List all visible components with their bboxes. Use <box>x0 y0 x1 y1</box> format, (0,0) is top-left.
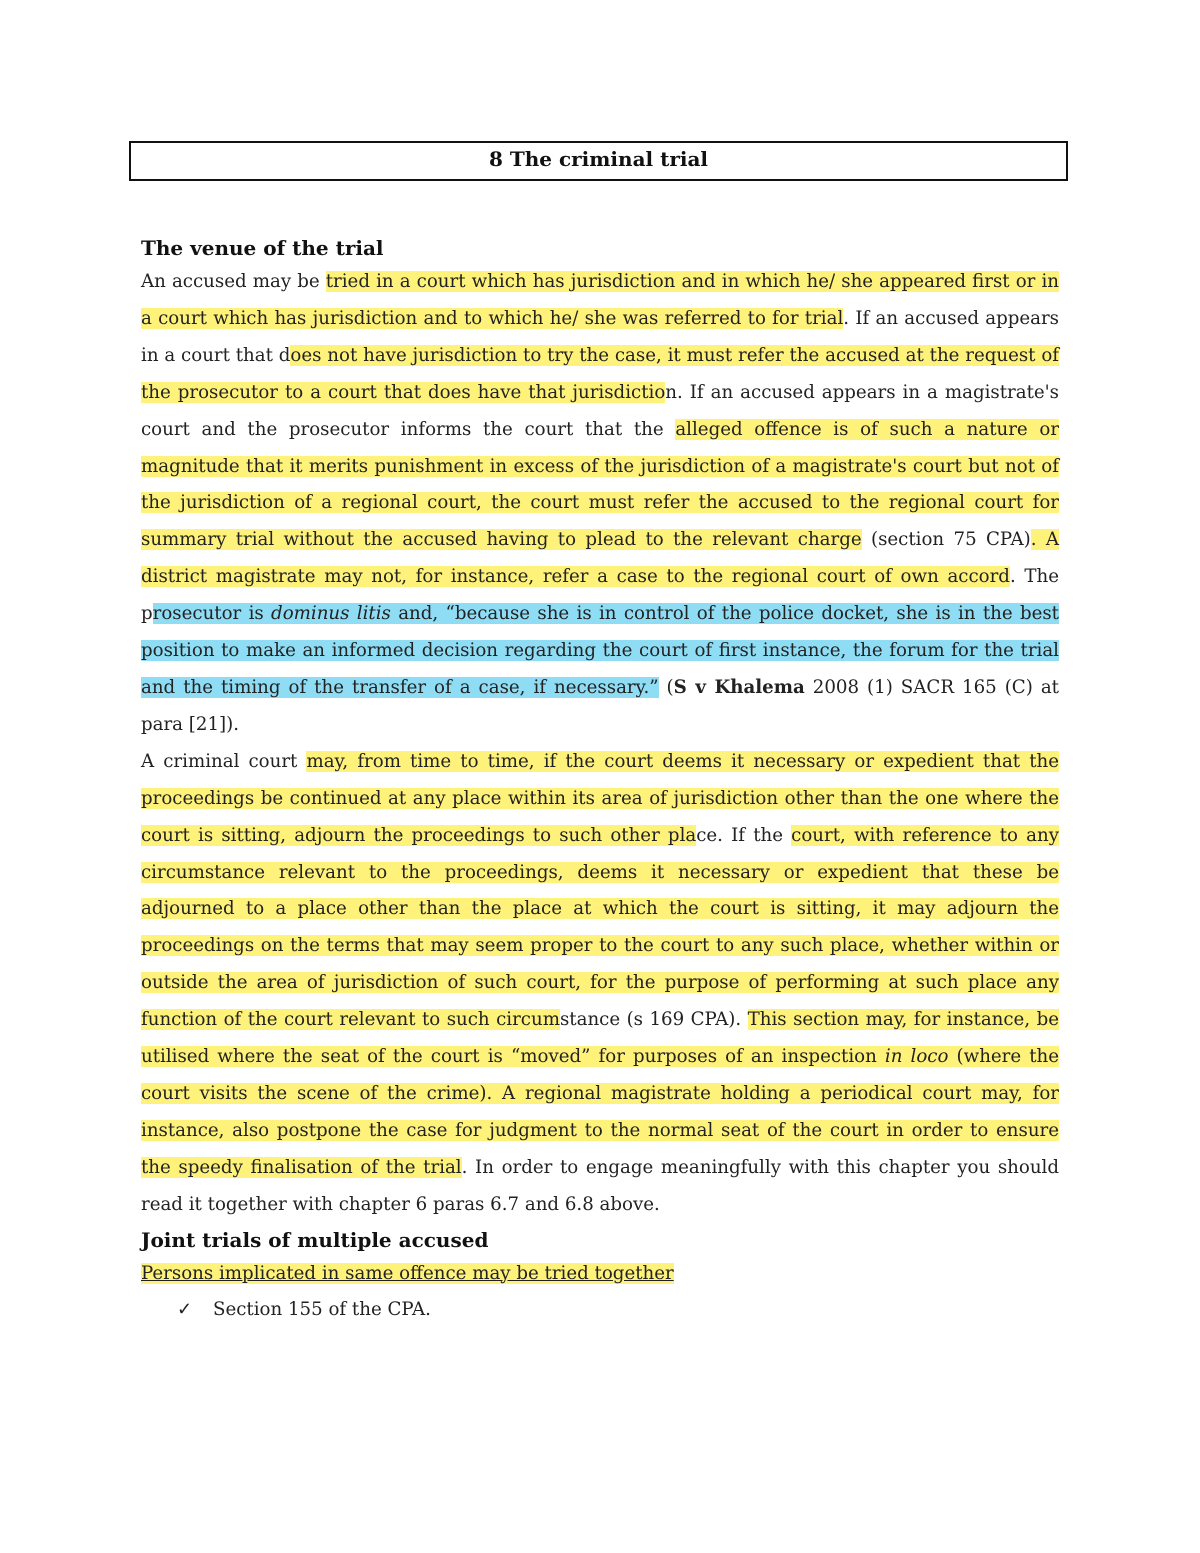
document-body <box>141 232 1059 1328</box>
text-run: oes not have jurisdiction to try the case, it must refer the accused at the request of the prosecutor to a court that does have that jurisdictio <box>141 344 1059 403</box>
text-run: An accused may be <box>141 271 326 292</box>
text-run: ce. If the <box>696 824 792 846</box>
text-run: may, from time to time, if the court deems it necessary or expedient that the proceedings be continued at any place within its area of jurisdiction other than the one where the court is sitting, adjourn the proceedings to such other pla <box>141 750 1059 846</box>
text-run: court, with reference to any circumstance relevant to the proceedings, deems it necessary or expedient that these be adjourned to a place other than the place at which the court is sitting, it may adjourn the proceedings on the terms that may seem proper to the court to any such place, whether within or outside the area of jurisdiction of such court, for the purpose of performing at such place any function of the court relevant to such circum <box>141 824 1059 1031</box>
text-run: (where the court visits the scene of the crime). A regional magistrate holding a periodical court may, for instance, also postpone the case for judgment to the normal seat of the court in order to ensure the speedy finalisation of the trial <box>141 1046 1060 1178</box>
text-run: S v Khalema <box>673 676 805 698</box>
text-run: . In order to engage meaningfully with this chapter you should read it together with chapter 6 paras 6.7 and 6.8 above. <box>141 1156 1059 1215</box>
list-item <box>141 1292 1059 1328</box>
chapter-title: 8 The criminal trial <box>129 141 1068 181</box>
subheading-persons-implicated: Persons implicated in same offence may be tried together <box>141 1262 674 1284</box>
text-run: n. If an accused appears in a magistrate's court and the prosecutor informs the court that the <box>141 381 1059 440</box>
bullet-list <box>141 1292 1059 1328</box>
text-run: in loco <box>884 1046 949 1068</box>
checkmark-icon: ✓ <box>177 1298 193 1320</box>
paragraph-venue-1 <box>141 264 1059 744</box>
paragraph-venue-2 <box>141 744 1059 1224</box>
text-run: alleged offence is of such a nature or magnitude that it merits punishment in excess of the jurisdiction of a magistrate's court but not of the jurisdiction of a regional court, the court must refer the accused to the regional court for summary trial without the accused having to plead to the relevant charge <box>141 418 1060 551</box>
text-run: ( <box>658 676 674 698</box>
text-run: rosecutor is <box>152 603 272 625</box>
text-run: tried in a court which has jurisdiction and in which he/ she appeared first or in a court which has jurisdiction and to which he/ she was referred to for trial <box>141 271 1059 329</box>
text-run: and, “because she is in control of the police docket, she is in the best position to make an informed decision regarding the court of first instance, the forum for the trial and the timing of the transfer of a case, if necessary.” <box>141 603 1059 698</box>
text-run: A criminal court <box>141 750 307 772</box>
text-run: . A district magistrate may not, for instance, refer a case to the regional court of own accord <box>141 529 1059 588</box>
text-run: dominus litis <box>271 603 391 625</box>
text-run: . The p <box>141 566 1060 625</box>
text-run: . If an accused appears in a court that d <box>141 307 1059 366</box>
text-run: 2008 (1) SACR 165 (C) at para [21]). <box>141 676 1059 735</box>
text-run: (section 75 CPA) <box>861 529 1031 551</box>
section-heading-venue: The venue of the trial <box>141 236 384 260</box>
text-run: stance (s 169 CPA). <box>559 1009 748 1031</box>
list-item-text: Section 155 of the CPA. <box>213 1298 431 1320</box>
section-heading-joint-trials: Joint trials of multiple accused <box>141 1227 489 1252</box>
text-run: This section may, for instance, be utilised where the seat of the court is “moved” for purposes of an inspection <box>141 1009 1059 1068</box>
